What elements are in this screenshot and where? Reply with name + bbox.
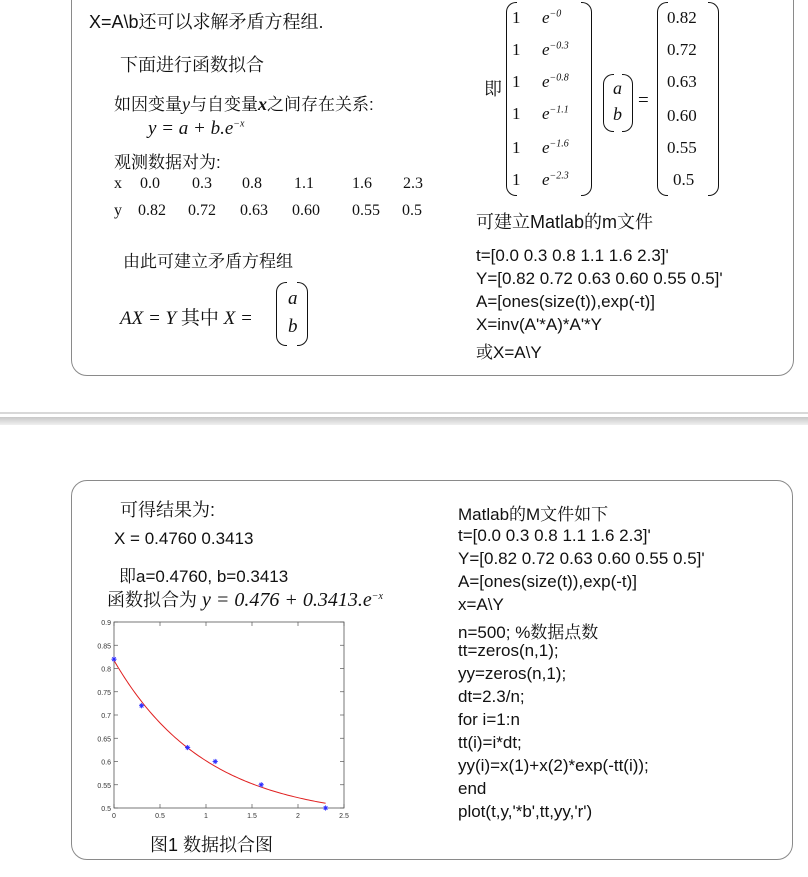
- data-point: [139, 703, 144, 708]
- x-tick-label: 1.5: [247, 813, 257, 820]
- code-line: t=[0.0 0.3 0.8 1.1 1.6 2.3]': [458, 526, 651, 545]
- slide1-vector-ab-2: a b: [603, 74, 633, 132]
- code-line: Y=[0.82 0.72 0.63 0.60 0.55 0.5]': [458, 549, 705, 568]
- slide1-vector-rhs: 0.82 0.72 0.63 0.60 0.55 0.5: [657, 2, 719, 196]
- code-line: t=[0.0 0.3 0.8 1.1 1.6 2.3]': [476, 246, 669, 265]
- code-line: n=500; %数据点数: [458, 623, 599, 642]
- slide1-matrix-a: 1 1 1 1 1 1 $e^{-0}$ $e^{-0.3}$ $e^{-0.8}$ $e^{-1.1}$ $e^{-1.6}$ $e^{-2.3}$: [506, 2, 592, 196]
- x-tick-label: 1: [204, 813, 208, 820]
- x-tick-label: 0: [112, 813, 116, 820]
- y-tick-label: 0.8: [101, 666, 111, 674]
- code-line: Y=[0.82 0.72 0.63 0.60 0.55 0.5]': [476, 269, 723, 288]
- slide2-result: X = 0.4760 0.3413: [114, 529, 254, 548]
- y-tick-label: 0.9: [101, 620, 111, 627]
- slide1-observe: 观测数据对为:: [114, 153, 221, 172]
- code-line: x=A\Y: [458, 595, 504, 614]
- slide1-formula: $y = a + b.e^{-x}$: [148, 118, 245, 139]
- data-point: [185, 745, 190, 750]
- slide1-ji: 即: [484, 79, 502, 99]
- y-tick-label: 0.85: [97, 643, 111, 651]
- code-line: 或X=A\Y: [476, 343, 542, 362]
- y-tick-label: 0.6: [101, 759, 111, 767]
- fit-chart: [86, 614, 356, 822]
- slide1-vector-ab: a b: [276, 282, 308, 346]
- slide1-line1: X=A\b还可以求解矛盾方程组.: [89, 12, 324, 32]
- slide-divider-bar: [0, 417, 808, 425]
- slide1-mfile-title: 可建立Matlab的m文件: [476, 212, 654, 232]
- slide1-axy: AX = Y 其中 X =: [120, 308, 253, 329]
- y-tick-label: 0.7: [101, 713, 111, 720]
- code-line: dt=2.3/n;: [458, 687, 525, 706]
- code-line: yy(i)=x(1)+x(2)*exp(-tt(i));: [458, 756, 649, 775]
- code-line: tt=zeros(n,1);: [458, 641, 559, 660]
- x-tick-label: 2: [296, 813, 300, 820]
- y-tick-label: 0.75: [97, 689, 111, 697]
- x-tick-label: 0.5: [155, 813, 165, 820]
- slide2-code-block: [458, 526, 705, 825]
- x-tick-label: 2.5: [339, 813, 349, 820]
- code-line: for i=1:n: [458, 710, 520, 729]
- code-line: plot(t,y,'*b',tt,yy,'r'): [458, 802, 593, 821]
- code-line: X=inv(A'*A)*A'*Y: [476, 315, 603, 334]
- y-tick-label: 0.55: [97, 782, 111, 790]
- slide2-mfile-title: Matlab的M文件如下: [458, 505, 609, 524]
- code-line: tt(i)=i*dt;: [458, 733, 522, 752]
- code-line: A=[ones(size(t)),exp(-t)]: [458, 572, 638, 591]
- slide1-data-table: x 0.0 0.3 0.8 1.1 1.6 2.3 y 0.82 0.72 0.63 0.60 0.55 0.5: [114, 175, 423, 219]
- slide2-result-label: 可得结果为:: [120, 500, 216, 520]
- chart-caption: 图1 数据拟合图: [150, 835, 274, 855]
- slide1-relation: 如因变量y与自变量x之间存在关系:: [114, 94, 374, 114]
- slide1-code-block: [476, 246, 723, 361]
- y-tick-label: 0.65: [97, 736, 111, 744]
- code-line: A=[ones(size(t)),exp(-t)]: [476, 292, 656, 311]
- plot-frame: [114, 622, 344, 808]
- code-line: end: [458, 779, 487, 798]
- data-point: [111, 657, 116, 662]
- y-tick-label: 0.5: [101, 806, 111, 813]
- slide1-heading: 下面进行函数拟合: [120, 55, 264, 75]
- slide1-equals: =: [638, 90, 649, 111]
- slide2-ab: 即a=0.4760, b=0.3413: [119, 567, 289, 586]
- data-point: [213, 759, 218, 764]
- slide-divider-top: [0, 412, 808, 414]
- code-line: yy=zeros(n,1);: [458, 664, 567, 683]
- data-point: [259, 782, 264, 787]
- slide1-build: 由此可建立矛盾方程组: [123, 252, 293, 271]
- slide2-fit: 函数拟合为 $y = 0.476 + 0.3413.e^{-x}$: [107, 589, 383, 611]
